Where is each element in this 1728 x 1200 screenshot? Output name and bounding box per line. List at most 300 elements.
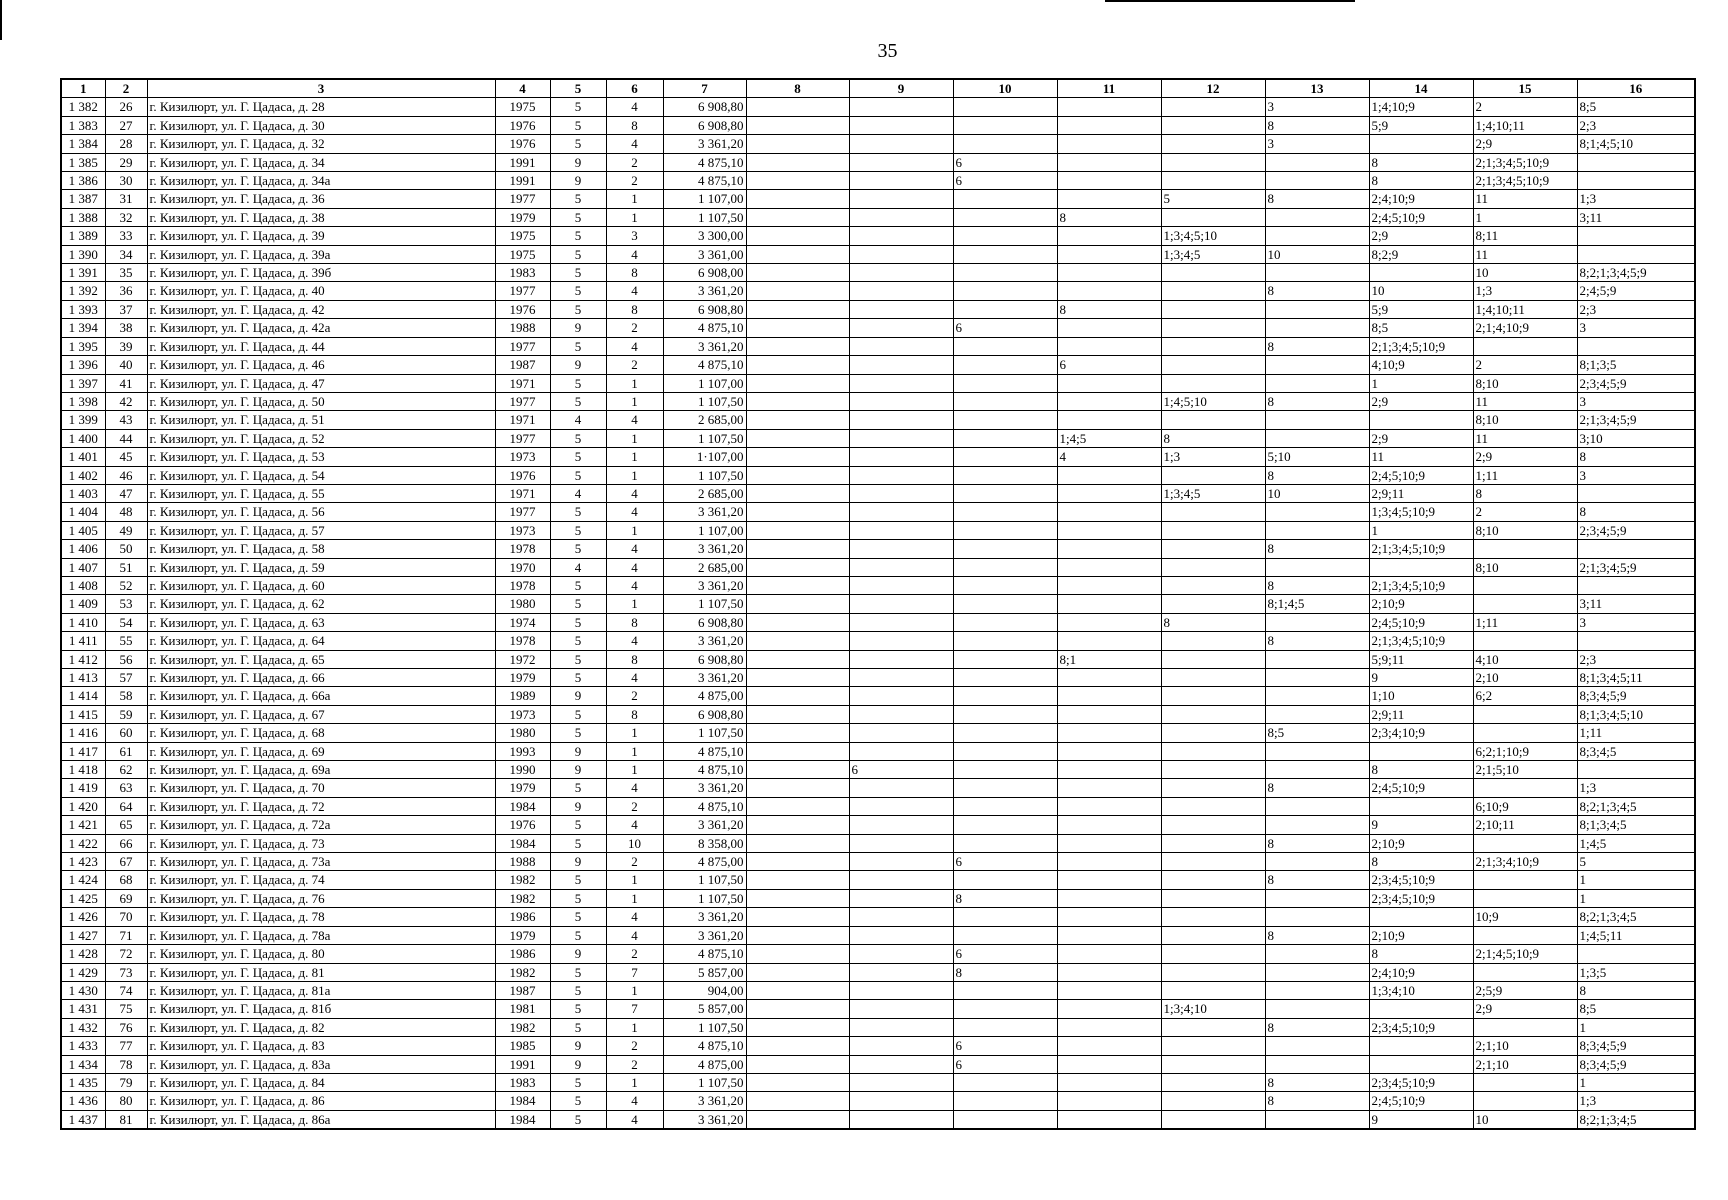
cell-col-8 [746,466,849,484]
cell-col-5: 4 [550,484,606,502]
cell-col-6: 2 [606,1055,663,1073]
cell-col-6: 2 [606,853,663,871]
cell-col-1: 1 411 [61,632,105,650]
cell-col-9 [849,153,953,171]
cell-col-16: 1;3 [1577,1092,1695,1110]
cell-col-15: 2;1;3;4;10;9 [1473,853,1577,871]
cell-col-6: 2 [606,945,663,963]
cell-col-10 [953,245,1057,263]
cell-col-1: 1 423 [61,853,105,871]
cell-col-13 [1265,374,1369,392]
cell-col-1: 1 382 [61,98,105,116]
cell-col-6: 2 [606,356,663,374]
cell-col-3: г. Кизилюрт, ул. Г. Цадаса, д. 86 [147,1092,495,1110]
cell-col-5: 5 [550,116,606,134]
cell-col-8 [746,981,849,999]
cell-col-9 [849,742,953,760]
cell-col-7: 2 685,00 [663,411,746,429]
cell-col-12 [1161,669,1265,687]
cell-col-12 [1161,466,1265,484]
cell-col-11 [1057,705,1161,723]
cell-col-13 [1265,319,1369,337]
cell-col-1: 1 408 [61,576,105,594]
cell-col-1: 1 418 [61,761,105,779]
cell-col-14: 1;3;4;5;10;9 [1369,503,1473,521]
cell-col-16 [1577,153,1695,171]
cell-col-8 [746,632,849,650]
table-row [61,1018,1695,1036]
cell-col-16: 2;3 [1577,116,1695,134]
cell-col-12: 8 [1161,429,1265,447]
cell-col-6: 4 [606,669,663,687]
cell-col-9 [849,797,953,815]
cell-col-11 [1057,98,1161,116]
cell-col-16 [1577,337,1695,355]
cell-col-16: 8;1;3;5 [1577,356,1695,374]
cell-col-14: 8 [1369,172,1473,190]
cell-col-1: 1 435 [61,1073,105,1091]
cell-col-3: г. Кизилюрт, ул. Г. Цадаса, д. 57 [147,521,495,539]
cell-col-1: 1 432 [61,1018,105,1036]
cell-col-3: г. Кизилюрт, ул. Г. Цадаса, д. 84 [147,1073,495,1091]
cell-col-3: г. Кизилюрт, ул. Г. Цадаса, д. 52 [147,429,495,447]
cell-col-4: 1985 [495,1037,550,1055]
cell-col-7: 3 361,20 [663,576,746,594]
cell-col-2: 50 [105,540,147,558]
cell-col-5: 5 [550,374,606,392]
cell-col-2: 78 [105,1055,147,1073]
cell-col-2: 49 [105,521,147,539]
cell-col-7: 1 107,50 [663,429,746,447]
cell-col-15: 2;10 [1473,669,1577,687]
cell-col-8 [746,908,849,926]
cell-col-7: 3 361,20 [663,632,746,650]
cell-col-11 [1057,1055,1161,1073]
cell-col-13 [1265,172,1369,190]
table-row [61,834,1695,852]
cell-col-11 [1057,1000,1161,1018]
cell-col-7: 2 685,00 [663,558,746,576]
cell-col-5: 5 [550,227,606,245]
cell-col-1: 1 393 [61,300,105,318]
table-row [61,337,1695,355]
cell-col-3: г. Кизилюрт, ул. Г. Цадаса, д. 54 [147,466,495,484]
table-row [61,613,1695,631]
cell-col-11 [1057,669,1161,687]
cell-col-14: 8 [1369,761,1473,779]
cell-col-2: 80 [105,1092,147,1110]
cell-col-1: 1 403 [61,484,105,502]
cell-col-5: 9 [550,853,606,871]
cell-col-11 [1057,724,1161,742]
cell-col-3: г. Кизилюрт, ул. Г. Цадаса, д. 83 [147,1037,495,1055]
cell-col-1: 1 404 [61,503,105,521]
cell-col-12 [1161,503,1265,521]
cell-col-13 [1265,687,1369,705]
cell-col-4: 1976 [495,116,550,134]
cell-col-1: 1 398 [61,392,105,410]
cell-col-12 [1161,208,1265,226]
table-row [61,1055,1695,1073]
cell-col-5: 5 [550,816,606,834]
cell-col-9 [849,1092,953,1110]
cell-col-8 [746,650,849,668]
top-rule [1105,0,1355,2]
cell-col-11: 8 [1057,208,1161,226]
cell-col-3: г. Кизилюрт, ул. Г. Цадаса, д. 47 [147,374,495,392]
cell-col-16: 2;3;4;5;9 [1577,521,1695,539]
cell-col-16: 1;3;5 [1577,963,1695,981]
cell-col-11 [1057,521,1161,539]
cell-col-16 [1577,227,1695,245]
cell-col-11 [1057,1037,1161,1055]
cell-col-10 [953,116,1057,134]
cell-col-15 [1473,576,1577,594]
cell-col-13: 8 [1265,1092,1369,1110]
cell-col-2: 77 [105,1037,147,1055]
cell-col-16: 1;4;5 [1577,834,1695,852]
cell-col-3: г. Кизилюрт, ул. Г. Цадаса, д. 76 [147,889,495,907]
cell-col-16: 8;3;4;5 [1577,742,1695,760]
cell-col-14: 2;4;5;10;9 [1369,208,1473,226]
cell-col-4: 1973 [495,448,550,466]
column-header-11: 11 [1057,79,1161,98]
cell-col-11 [1057,632,1161,650]
cell-col-11 [1057,613,1161,631]
cell-col-13: 8 [1265,337,1369,355]
cell-col-3: г. Кизилюрт, ул. Г. Цадаса, д. 36 [147,190,495,208]
cell-col-11 [1057,392,1161,410]
cell-col-13: 8;5 [1265,724,1369,742]
cell-col-11 [1057,945,1161,963]
cell-col-10 [953,208,1057,226]
cell-col-15 [1473,834,1577,852]
cell-col-15: 1;11 [1473,613,1577,631]
cell-col-3: г. Кизилюрт, ул. Г. Цадаса, д. 39а [147,245,495,263]
cell-col-12 [1161,761,1265,779]
cell-col-2: 31 [105,190,147,208]
cell-col-8 [746,98,849,116]
table-row [61,356,1695,374]
cell-col-9 [849,300,953,318]
cell-col-7: 1 107,50 [663,871,746,889]
cell-col-15: 2;1;4;10;9 [1473,319,1577,337]
cell-col-13: 8 [1265,540,1369,558]
cell-col-9 [849,687,953,705]
cell-col-12 [1161,908,1265,926]
cell-col-14: 2;1;3;4;5;10;9 [1369,576,1473,594]
cell-col-15: 2;1;3;4;5;10;9 [1473,172,1577,190]
cell-col-4: 1981 [495,1000,550,1018]
cell-col-6: 4 [606,245,663,263]
cell-col-15: 6;10;9 [1473,797,1577,815]
cell-col-16: 3 [1577,319,1695,337]
cell-col-14: 11 [1369,448,1473,466]
cell-col-7: 4 875,10 [663,945,746,963]
cell-col-16: 8;2;1;3;4;5 [1577,1110,1695,1129]
cell-col-16: 8 [1577,448,1695,466]
cell-col-15: 8;10 [1473,521,1577,539]
cell-col-3: г. Кизилюрт, ул. Г. Цадаса, д. 80 [147,945,495,963]
cell-col-11 [1057,153,1161,171]
cell-col-10 [953,392,1057,410]
cell-col-3: г. Кизилюрт, ул. Г. Цадаса, д. 56 [147,503,495,521]
cell-col-2: 67 [105,853,147,871]
cell-col-5: 5 [550,466,606,484]
cell-col-6: 3 [606,227,663,245]
cell-col-2: 64 [105,797,147,815]
cell-col-8 [746,613,849,631]
cell-col-1: 1 396 [61,356,105,374]
cell-col-3: г. Кизилюрт, ул. Г. Цадаса, д. 72 [147,797,495,815]
cell-col-6: 1 [606,981,663,999]
cell-col-8 [746,669,849,687]
cell-col-14: 2;9;11 [1369,484,1473,502]
cell-col-8 [746,705,849,723]
cell-col-5: 9 [550,319,606,337]
cell-col-3: г. Кизилюрт, ул. Г. Цадаса, д. 55 [147,484,495,502]
table-row [61,503,1695,521]
cell-col-6: 8 [606,613,663,631]
cell-col-8 [746,595,849,613]
cell-col-7: 4 875,10 [663,153,746,171]
table-row [61,1037,1695,1055]
cell-col-14: 2;3;4;5;10;9 [1369,1073,1473,1091]
cell-col-8 [746,429,849,447]
cell-col-16: 3 [1577,613,1695,631]
cell-col-6: 4 [606,816,663,834]
cell-col-3: г. Кизилюрт, ул. Г. Цадаса, д. 82 [147,1018,495,1036]
cell-col-6: 1 [606,466,663,484]
cell-col-4: 1984 [495,797,550,815]
cell-col-13: 8;1;4;5 [1265,595,1369,613]
cell-col-12 [1161,632,1265,650]
cell-col-9 [849,227,953,245]
cell-col-14: 2;3;4;5;10;9 [1369,1018,1473,1036]
table-row [61,1073,1695,1091]
cell-col-12 [1161,319,1265,337]
cell-col-9 [849,558,953,576]
cell-col-12 [1161,1018,1265,1036]
cell-col-9 [849,503,953,521]
cell-col-11 [1057,816,1161,834]
cell-col-11 [1057,981,1161,999]
page-number: 35 [877,40,898,62]
cell-col-5: 4 [550,558,606,576]
cell-col-16: 2;3 [1577,650,1695,668]
cell-col-11 [1057,889,1161,907]
cell-col-7: 1 107,50 [663,889,746,907]
table-row [61,669,1695,687]
table-row [61,1000,1695,1018]
column-header-12: 12 [1161,79,1265,98]
cell-col-2: 47 [105,484,147,502]
cell-col-11 [1057,116,1161,134]
cell-col-15: 2;1;10 [1473,1055,1577,1073]
cell-col-6: 2 [606,172,663,190]
cell-col-2: 58 [105,687,147,705]
cell-col-16 [1577,245,1695,263]
cell-col-6: 2 [606,797,663,815]
cell-col-7: 6 908,80 [663,705,746,723]
cell-col-10 [953,356,1057,374]
cell-col-1: 1 409 [61,595,105,613]
cell-col-5: 4 [550,411,606,429]
cell-col-15: 8 [1473,484,1577,502]
cell-col-15: 1;11 [1473,466,1577,484]
cell-col-11 [1057,1110,1161,1129]
cell-col-11 [1057,1073,1161,1091]
cell-col-12 [1161,797,1265,815]
cell-col-6: 1 [606,429,663,447]
cell-col-4: 1986 [495,945,550,963]
cell-col-12 [1161,816,1265,834]
cell-col-13 [1265,227,1369,245]
cell-col-3: г. Кизилюрт, ул. Г. Цадаса, д. 64 [147,632,495,650]
cell-col-8 [746,797,849,815]
cell-col-10 [953,411,1057,429]
cell-col-12: 1;3 [1161,448,1265,466]
cell-col-4: 1982 [495,871,550,889]
cell-col-4: 1975 [495,98,550,116]
cell-col-4: 1977 [495,429,550,447]
cell-col-12 [1161,1037,1265,1055]
cell-col-8 [746,963,849,981]
cell-col-2: 29 [105,153,147,171]
table-row [61,540,1695,558]
cell-col-16 [1577,540,1695,558]
cell-col-16: 8 [1577,503,1695,521]
cell-col-3: г. Кизилюрт, ул. Г. Цадаса, д. 73а [147,853,495,871]
cell-col-7: 3 361,20 [663,135,746,153]
cell-col-6: 4 [606,282,663,300]
cell-col-1: 1 417 [61,742,105,760]
cell-col-15: 2;5;9 [1473,981,1577,999]
table-row [61,374,1695,392]
cell-col-14 [1369,1055,1473,1073]
cell-col-7: 3 361,20 [663,540,746,558]
cell-col-5: 9 [550,945,606,963]
cell-col-7: 6 908,80 [663,650,746,668]
cell-col-10 [953,190,1057,208]
cell-col-13 [1265,669,1369,687]
cell-col-7: 1·107,00 [663,448,746,466]
cell-col-6: 8 [606,300,663,318]
cell-col-8 [746,687,849,705]
cell-col-13: 10 [1265,245,1369,263]
cell-col-1: 1 425 [61,889,105,907]
cell-col-10 [953,742,1057,760]
cell-col-12 [1161,595,1265,613]
cell-col-14: 8 [1369,853,1473,871]
cell-col-9 [849,1055,953,1073]
cell-col-11 [1057,135,1161,153]
cell-col-13: 5;10 [1265,448,1369,466]
cell-col-8 [746,392,849,410]
cell-col-12 [1161,558,1265,576]
cell-col-10 [953,724,1057,742]
cell-col-15 [1473,963,1577,981]
cell-col-3: г. Кизилюрт, ул. Г. Цадаса, д. 38 [147,208,495,226]
cell-col-15: 2;9 [1473,135,1577,153]
cell-col-14: 2;1;3;4;5;10;9 [1369,337,1473,355]
cell-col-1: 1 431 [61,1000,105,1018]
cell-col-2: 73 [105,963,147,981]
cell-col-1: 1 410 [61,613,105,631]
cell-col-4: 1975 [495,227,550,245]
cell-col-2: 59 [105,705,147,723]
cell-col-14: 10 [1369,282,1473,300]
cell-col-8 [746,853,849,871]
cell-col-16 [1577,576,1695,594]
cell-col-15 [1473,540,1577,558]
cell-col-6: 4 [606,1110,663,1129]
cell-col-4: 1982 [495,1018,550,1036]
cell-col-1: 1 388 [61,208,105,226]
cell-col-2: 55 [105,632,147,650]
cell-col-15 [1473,889,1577,907]
cell-col-8 [746,1037,849,1055]
cell-col-4: 1974 [495,613,550,631]
cell-col-1: 1 434 [61,1055,105,1073]
cell-col-12 [1161,135,1265,153]
cell-col-6: 2 [606,319,663,337]
cell-col-11 [1057,466,1161,484]
cell-col-10 [953,669,1057,687]
column-header-7: 7 [663,79,746,98]
cell-col-5: 5 [550,135,606,153]
cell-col-8 [746,521,849,539]
cell-col-2: 32 [105,208,147,226]
column-header-1: 1 [61,79,105,98]
cell-col-12: 1;3;4;5;10 [1161,227,1265,245]
cell-col-13: 8 [1265,392,1369,410]
cell-col-9 [849,779,953,797]
cell-col-6: 2 [606,1037,663,1055]
cell-col-2: 76 [105,1018,147,1036]
cell-col-15: 8;10 [1473,558,1577,576]
cell-col-6: 1 [606,448,663,466]
column-header-3: 3 [147,79,495,98]
table-row [61,889,1695,907]
cell-col-11 [1057,687,1161,705]
cell-col-16: 8;2;1;3;4;5;9 [1577,264,1695,282]
cell-col-14 [1369,797,1473,815]
cell-col-2: 65 [105,816,147,834]
cell-col-10: 8 [953,963,1057,981]
cell-col-12 [1161,282,1265,300]
cell-col-8 [746,356,849,374]
cell-col-11 [1057,742,1161,760]
cell-col-11 [1057,484,1161,502]
cell-col-5: 5 [550,264,606,282]
cell-col-1: 1 420 [61,797,105,815]
cell-col-7: 4 875,00 [663,687,746,705]
cell-col-6: 4 [606,484,663,502]
cell-col-8 [746,135,849,153]
cell-col-9 [849,724,953,742]
cell-col-8 [746,319,849,337]
cell-col-7: 904,00 [663,981,746,999]
cell-col-14: 2;3;4;5;10;9 [1369,889,1473,907]
cell-col-9 [849,981,953,999]
cell-col-11 [1057,319,1161,337]
cell-col-3: г. Кизилюрт, ул. Г. Цадаса, д. 39б [147,264,495,282]
cell-col-15 [1473,337,1577,355]
cell-col-10 [953,558,1057,576]
cell-col-7: 3 361,20 [663,282,746,300]
cell-col-11 [1057,871,1161,889]
